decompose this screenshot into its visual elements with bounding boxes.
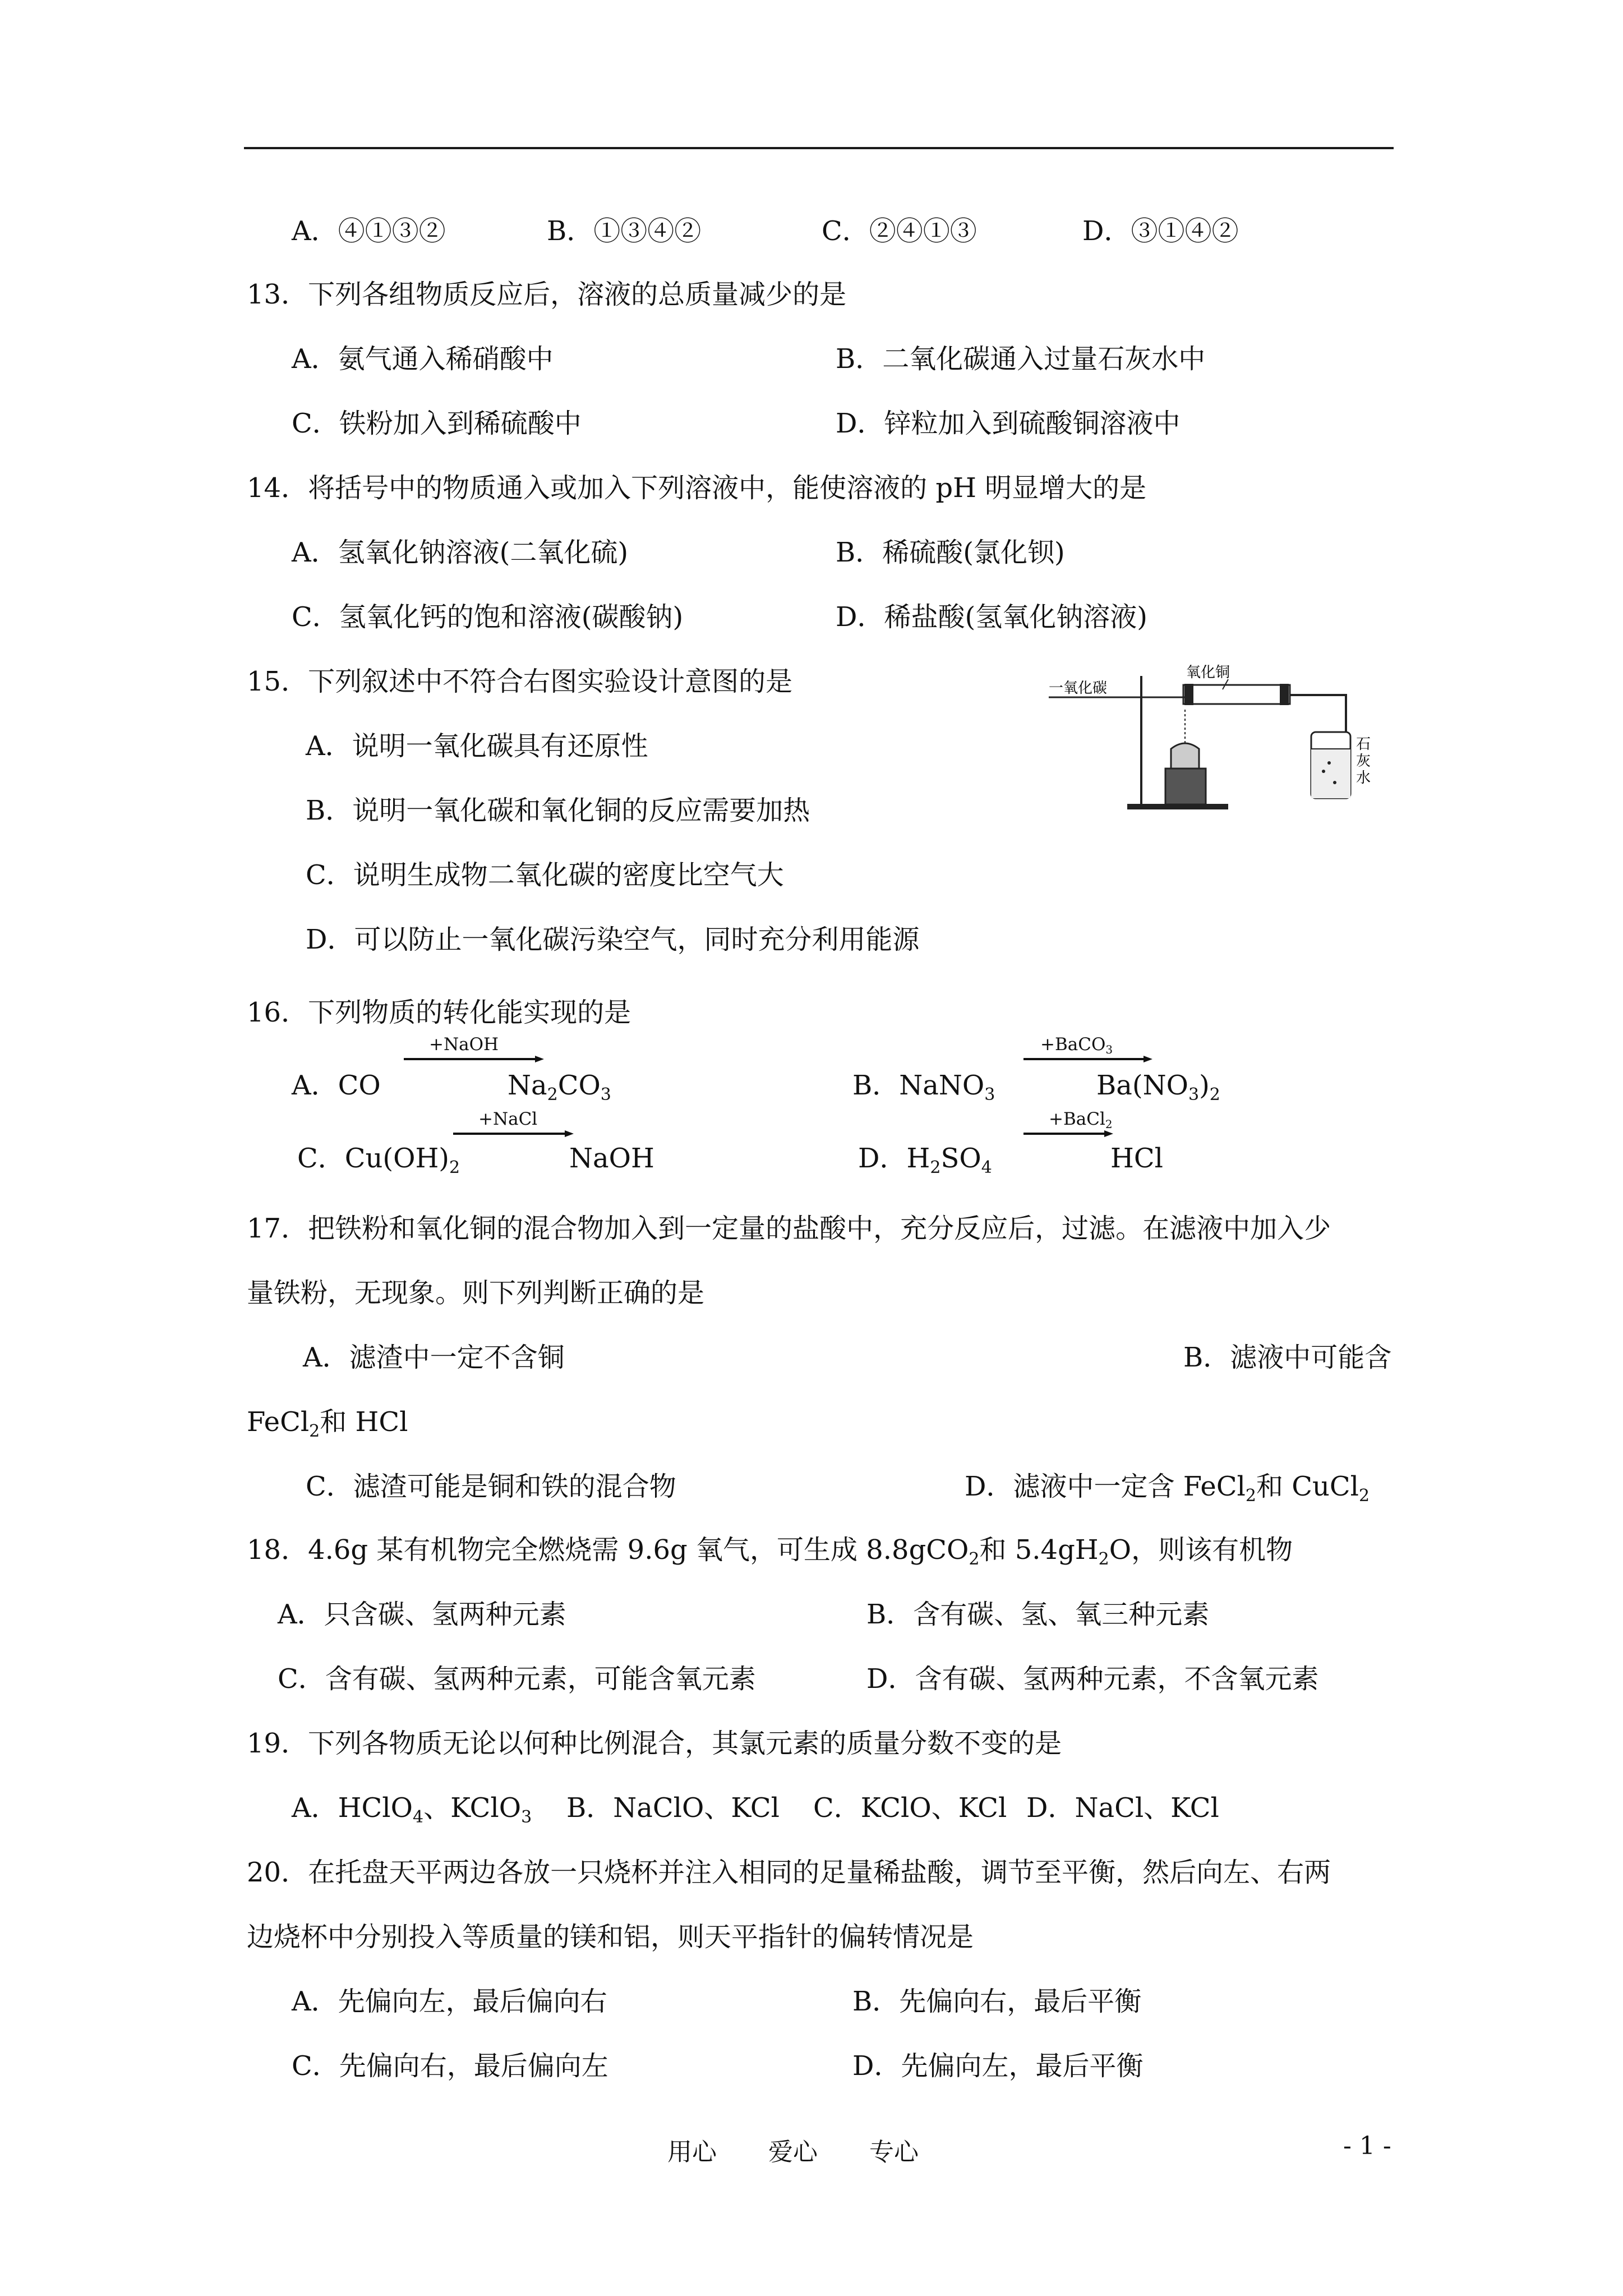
q14-stem: 14．将括号中的物质通入或加入下列溶液中，能使溶液的 pH 明显增大的是 bbox=[247, 472, 1147, 504]
q14-option-d: D．稀盐酸(氢氧化钠溶液) bbox=[836, 601, 1147, 633]
fig-label-lime-2: 灰 bbox=[1356, 753, 1371, 770]
q14-option-b: B．稀硫酸(氯化钡) bbox=[836, 537, 1065, 568]
q16-a-product: $Na_2CO_3$ bbox=[508, 1070, 611, 1105]
q18-option-a: A．只含碳、氢两种元素 bbox=[278, 1599, 566, 1630]
fig-label-lime-1: 石 bbox=[1356, 736, 1371, 753]
q15-option-a: A．说明一氧化碳具有还原性 bbox=[306, 730, 648, 762]
q16-option-b: B．NaNO$_3$ bbox=[852, 1070, 995, 1105]
page-number: - 1 - bbox=[1343, 2132, 1391, 2160]
q19-option-d: D．NaCl、KCl bbox=[1026, 1792, 1219, 1824]
q20-option-b: B．先偏向右，最后平衡 bbox=[852, 1986, 1142, 2017]
q16-option-c: C．$Cu(OH)_2$ bbox=[297, 1143, 460, 1177]
q16-b-product: $Ba(NO_3)_2$ bbox=[1096, 1070, 1220, 1105]
q12-option-a: A．④①③② bbox=[292, 215, 446, 247]
q14-option-c: C．氢氧化钙的饱和溶液(碳酸钠) bbox=[292, 601, 684, 633]
q17-option-d: D．滤液中一定含 FeCl$_2$和 CuCl$_2$ bbox=[965, 1471, 1370, 1506]
q18-option-b: B．含有碳、氢、氧三种元素 bbox=[866, 1599, 1210, 1630]
q12-option-c: C．②④①③ bbox=[822, 215, 977, 247]
q17-option-a: A．滤渣中一定不含铜 bbox=[303, 1342, 565, 1373]
q15-stem: 15．下列叙述中不符合右图实验设计意图的是 bbox=[247, 666, 793, 697]
q17-stem-line2: 量铁粉，无现象。则下列判断正确的是 bbox=[247, 1277, 705, 1309]
q20-option-a: A．先偏向左，最后偏向右 bbox=[292, 1986, 607, 2017]
q17-stem-line1: 17．把铁粉和氧化铜的混合物加入到一定量的盐酸中，充分反应后，过滤。在滤液中加入少 bbox=[247, 1213, 1331, 1244]
q16-option-a: A．CO bbox=[292, 1070, 381, 1101]
fig-label-cuo: 氧化铜 bbox=[1186, 664, 1230, 681]
q19-option-a: A．HClO$_4$、KClO$_3$ bbox=[292, 1792, 532, 1827]
q13-option-a: A．氨气通入稀硝酸中 bbox=[292, 343, 554, 375]
q19-stem: 19．下列各物质无论以何种比例混合，其氯元素的质量分数不变的是 bbox=[247, 1728, 1062, 1759]
q13-stem: 13．下列各组物质反应后，溶液的总质量减少的是 bbox=[247, 279, 847, 310]
q18-option-c: C．含有碳、氢两种元素，可能含氧元素 bbox=[278, 1663, 756, 1695]
q13-option-b: B．二氧化碳通入过量石灰水中 bbox=[836, 343, 1206, 375]
q20-option-c: C．先偏向右，最后偏向左 bbox=[292, 2050, 608, 2082]
q15-option-b: B．说明一氧化碳和氧化铜的反应需要加热 bbox=[306, 795, 810, 826]
footer-slogan-3: 专心 bbox=[869, 2138, 919, 2166]
q16-stem: 16．下列物质的转化能实现的是 bbox=[247, 997, 631, 1028]
q18-stem: 18．4.6g 某有机物完全燃烧需 9.6g 氧气，可生成 8.8gCO$_2$和 $5.4gH_2O$，则该有机物 bbox=[247, 1534, 1293, 1569]
q20-option-d: D．先偏向左，最后平衡 bbox=[852, 2050, 1144, 2082]
fig-label-co: 一氧化碳 bbox=[1049, 680, 1108, 697]
q15-option-d: D．可以防止一氧化碳污染空气，同时充分利用能源 bbox=[306, 924, 920, 955]
q12-option-b: B．①③④② bbox=[547, 215, 702, 247]
header-rule bbox=[244, 147, 1394, 149]
q15-option-c: C．说明生成物二氧化碳的密度比空气大 bbox=[306, 859, 784, 891]
q13-option-c: C．铁粉加入到稀硫酸中 bbox=[292, 408, 582, 439]
fig-label-lime-3: 水 bbox=[1356, 770, 1371, 786]
footer-slogan-2: 爱心 bbox=[768, 2138, 818, 2166]
q19-option-c: C．KClO、KCl bbox=[813, 1792, 1007, 1824]
q20-stem-line1: 20．在托盘天平两边各放一只烧杯并注入相同的足量稀盐酸，调节至平衡，然后向左、右两 bbox=[247, 1857, 1331, 1888]
q16-c-product: NaOH bbox=[569, 1143, 654, 1174]
q17-option-b-cont: FeCl$_2$和 HCl bbox=[247, 1406, 408, 1441]
q16-d-product: HCl bbox=[1110, 1143, 1163, 1174]
footer-slogan-1: 用心 bbox=[667, 2138, 717, 2166]
q17-option-b: B．滤液中可能含 bbox=[1183, 1342, 1392, 1373]
q19-option-b: B．NaClO、KCl bbox=[566, 1792, 780, 1824]
q14-option-a: A．氢氧化钠溶液(二氧化硫) bbox=[292, 537, 629, 568]
q12-option-d: D．③①④② bbox=[1082, 215, 1239, 247]
q17-option-c: C．滤渣可能是铜和铁的混合物 bbox=[306, 1471, 676, 1502]
co-reduction-apparatus-figure bbox=[1043, 664, 1371, 822]
q20-stem-line2: 边烧杯中分别投入等质量的镁和铝，则天平指针的偏转情况是 bbox=[247, 1921, 974, 1953]
q13-option-d: D．锌粒加入到硫酸铜溶液中 bbox=[836, 408, 1181, 439]
q18-option-d: D．含有碳、氢两种元素，不含氧元素 bbox=[866, 1663, 1319, 1695]
q16-option-d: D．$H_2SO_4$ bbox=[858, 1143, 992, 1177]
